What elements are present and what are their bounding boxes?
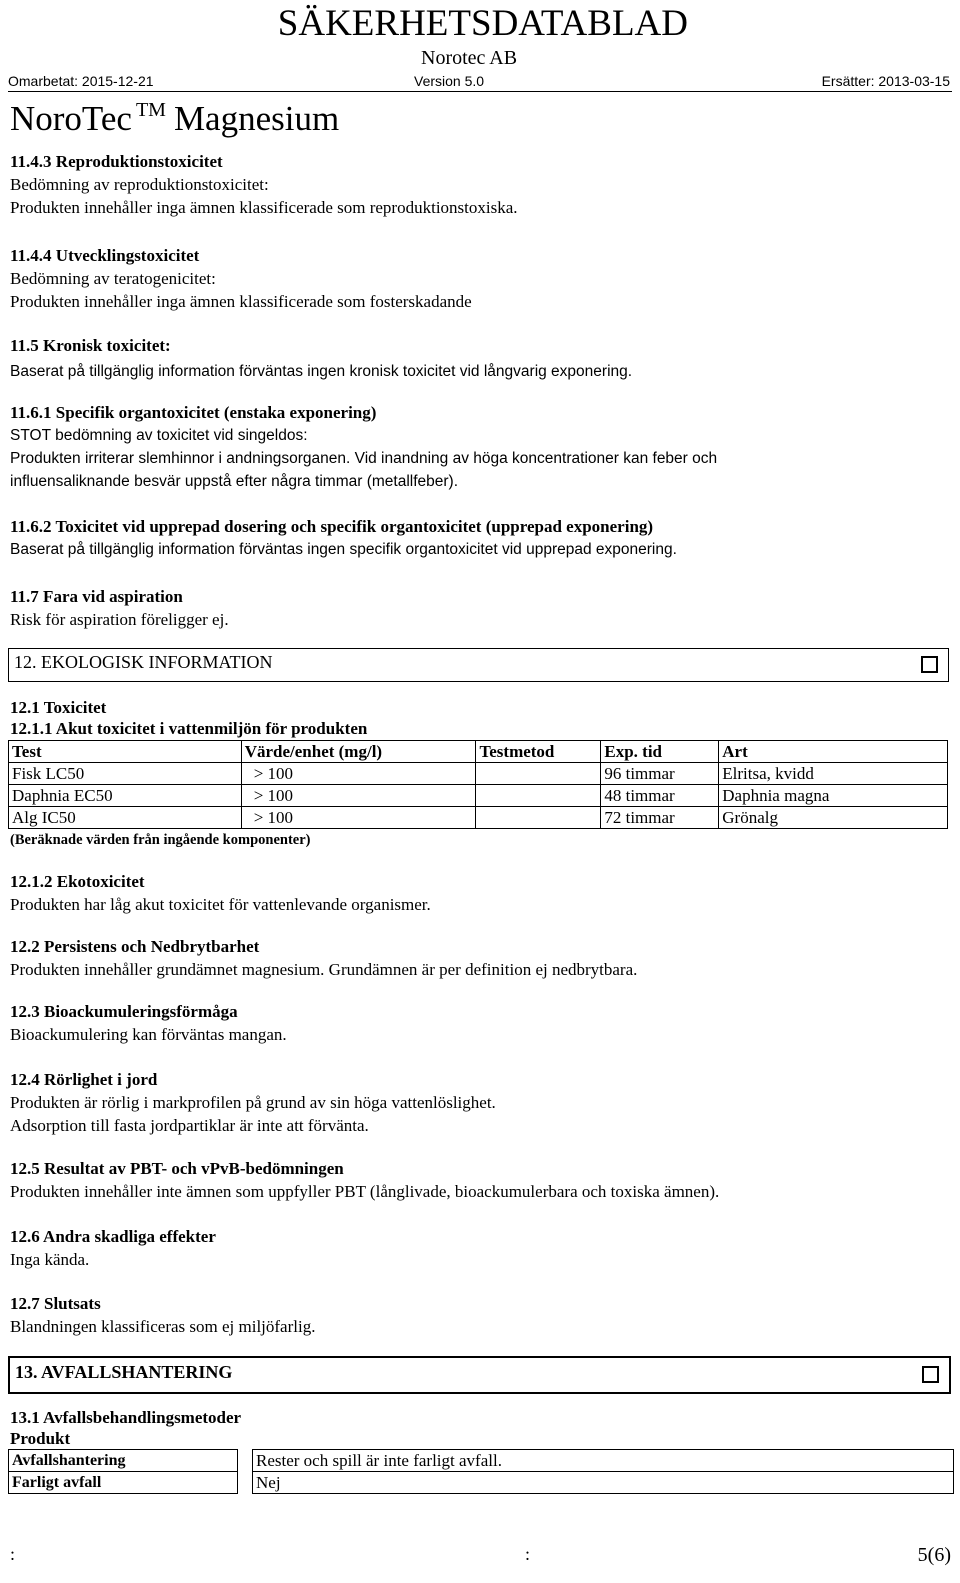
table-cell: Elritsa, kvidd: [719, 763, 948, 785]
section-heading: 11.6.1 Specifik organtoxicitet (enstaka exponering): [10, 403, 377, 422]
section-text: Produkten innehåller inga ämnen klassificerade som reproduktionstoxiska.: [10, 198, 518, 217]
column-header: Exp. tid: [601, 741, 719, 763]
replaces-date: Ersätter: 2013-03-15: [821, 73, 950, 89]
section-12-3: [10, 1000, 940, 1046]
section-heading: 12.7 Slutsats: [10, 1294, 101, 1313]
section-text: Baserat på tillgänglig information förväntas ingen specifik organtoxicitet vid upprepad exponering.: [10, 541, 677, 558]
table-note: (Beräknade värden från ingående komponenter): [10, 832, 311, 848]
section-text: Produkten irriterar slemhinnor i andningsorganen. Vid inandning av höga koncentrationer kan feber och: [10, 450, 718, 467]
section-13-header: [8, 1356, 951, 1394]
section-heading: 11.5 Kronisk toxicitet:: [10, 336, 171, 355]
section-12-header: [8, 648, 949, 682]
subsection-heading: 12.1.1 Akut toxicitet i vattenmiljön för produkten: [10, 719, 368, 738]
section-text: Bioackumulering kan förväntas mangan.: [10, 1025, 287, 1044]
section-text: Bedömning av teratogenicitet:: [10, 269, 216, 288]
section-text: influensaliknande besvär uppstå efter några timmar (metallfeber).: [10, 473, 459, 490]
section-heading: 12.5 Resultat av PBT- och vPvB-bedömningen: [10, 1159, 344, 1178]
table-cell: Nej: [253, 1472, 954, 1494]
section-text: Produkten är rörlig i markprofilen på grund av sin höga vattenlöslighet.: [10, 1093, 496, 1112]
table-cell: > 100: [241, 807, 476, 829]
section-text: Inga kända.: [10, 1250, 90, 1269]
section-heading: 12.4 Rörlighet i jord: [10, 1070, 158, 1089]
section-heading: 11.6.2 Toxicitet vid upprepad dosering och specifik organtoxicitet (upprepad exponering): [10, 517, 654, 536]
product-name: [10, 85, 339, 144]
footer-middle: :: [525, 1544, 531, 1564]
table-cell: Daphnia magna: [719, 785, 948, 807]
company-name: Norotec AB: [421, 47, 518, 69]
column-header: Testmetod: [476, 741, 601, 763]
product-brand: NoroTec: [10, 99, 132, 138]
table-cell: Grönalg: [719, 807, 948, 829]
column-header: Art: [719, 741, 948, 763]
table-row: [9, 1450, 954, 1472]
table-cell: [476, 807, 601, 829]
table-cell: Daphnia EC50: [9, 785, 242, 807]
table-cell: Fisk LC50: [9, 763, 242, 785]
checkbox-icon: [921, 656, 938, 673]
section-heading: 11.7 Fara vid aspiration: [10, 587, 183, 606]
trademark-mark: TM: [135, 99, 166, 121]
section-12-7: [10, 1292, 940, 1338]
section-text: Risk för aspiration föreligger ej.: [10, 610, 229, 629]
table-cell: Alg IC50: [9, 807, 242, 829]
section-text: Produkten har låg akut toxicitet för vattenlevande organismer.: [10, 895, 431, 914]
section-text: Bedömning av reproduktionstoxicitet:: [10, 175, 269, 194]
section-11-7: [10, 585, 940, 631]
document-title: SÄKERHETSDATABLAD: [277, 3, 688, 44]
section-12-5: [10, 1157, 940, 1203]
table-cell: Farligt avfall: [9, 1472, 238, 1494]
section-13-1: [10, 1407, 940, 1449]
section-heading: 12.6 Andra skadliga effekter: [10, 1227, 216, 1246]
section-12-1-2: [10, 870, 940, 916]
section-title: 13. AVFALLSHANTERING: [15, 1362, 233, 1382]
section-11-6-2: [10, 515, 940, 561]
section-heading: 12.1.2 Ekotoxicitet: [10, 872, 145, 891]
revised-date: Omarbetat: 2015-12-21: [8, 73, 154, 89]
table-row: [9, 785, 948, 807]
table-cell: 48 timmar: [601, 785, 719, 807]
table-spacer: [238, 1450, 253, 1472]
section-heading: 11.4.4 Utvecklingstoxicitet: [10, 246, 200, 265]
checkbox-icon: [922, 1366, 939, 1383]
section-text: Adsorption till fasta jordpartiklar är inte att förvänta.: [10, 1116, 369, 1135]
table-cell: > 100: [241, 763, 476, 785]
section-heading: 12.2 Persistens och Nedbrytbarhet: [10, 937, 260, 956]
section-11-5: [10, 334, 940, 383]
waste-table: [8, 1449, 954, 1494]
section-text: Produkten innehåller grundämnet magnesium. Grundämnen är per definition ej nedbrytbara.: [10, 960, 638, 979]
page-number: 5(6): [917, 1544, 951, 1566]
table-row: [9, 1472, 954, 1494]
table-cell: [476, 763, 601, 785]
section-text: STOT bedömning av toxicitet vid singeldos:: [10, 427, 308, 444]
section-text: Produkten innehåller inte ämnen som uppfyller PBT (långlivade, bioackumulerbara och toxiska ämnen).: [10, 1182, 720, 1201]
table-cell: [476, 785, 601, 807]
section-11-4-4: [10, 244, 940, 313]
table-row: [9, 807, 948, 829]
section-12-2: [10, 935, 940, 981]
table-cell: > 100: [241, 785, 476, 807]
table-cell: Rester och spill är inte farligt avfall.: [253, 1450, 954, 1472]
column-header: Värde/enhet (mg/l): [241, 741, 476, 763]
table-spacer: [238, 1472, 253, 1494]
section-11-6-1: [10, 401, 940, 493]
column-header: Test: [9, 741, 242, 763]
table-cell: Avfallshantering: [9, 1450, 238, 1472]
subsection-heading: Produkt: [10, 1429, 71, 1448]
table-header-row: [9, 741, 948, 763]
section-12-1: [10, 697, 940, 739]
section-heading: 13.1 Avfallsbehandlingsmetoder: [10, 1408, 242, 1427]
section-text: Produkten innehåller inga ämnen klassificerade som fosterskadande: [10, 292, 472, 311]
section-12-6: [10, 1225, 940, 1271]
toxicity-table: [8, 740, 948, 829]
table-row: [9, 763, 948, 785]
section-text: Blandningen klassificeras som ej miljöfarlig.: [10, 1317, 316, 1336]
section-title: 12. EKOLOGISK INFORMATION: [14, 652, 273, 672]
table-cell: 72 timmar: [601, 807, 719, 829]
product-suffix: Magnesium: [173, 99, 340, 138]
footer-left: :: [10, 1544, 16, 1564]
section-text: Baserat på tillgänglig information förväntas ingen kronisk toxicitet vid långvarig exponering.: [10, 363, 633, 380]
section-12-4: [10, 1068, 940, 1137]
section-11-4-3: [10, 150, 940, 219]
section-heading: 12.1 Toxicitet: [10, 698, 107, 717]
section-heading: 12.3 Bioackumuleringsförmåga: [10, 1002, 238, 1021]
table-cell: 96 timmar: [601, 763, 719, 785]
version-label: Version 5.0: [414, 73, 485, 89]
section-heading: 11.4.3 Reproduktionstoxicitet: [10, 152, 223, 171]
